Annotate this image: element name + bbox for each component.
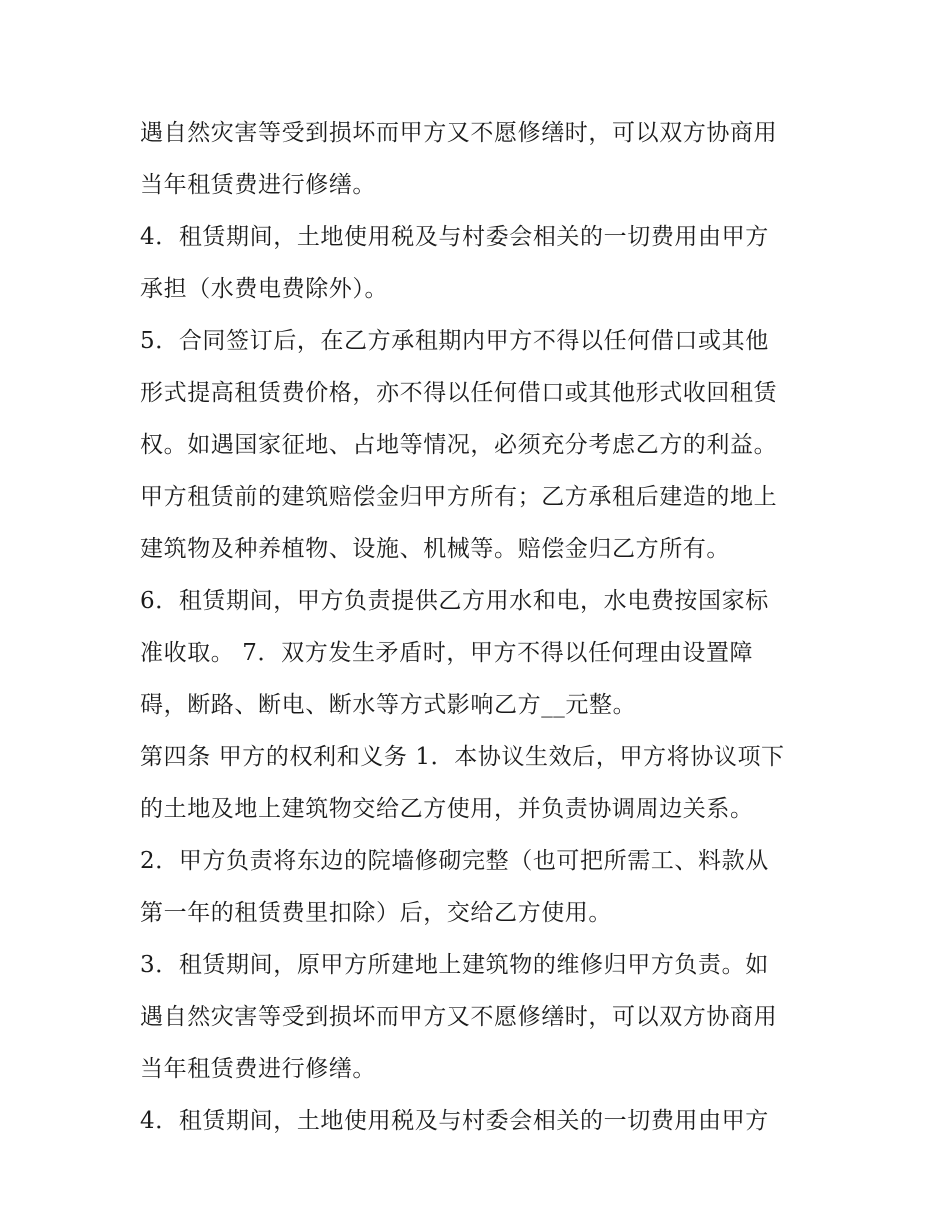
text-line: 的土地及地上建筑物交给乙方使用，并负责协调周边关系。: [140, 796, 754, 822]
document-body: [140, 107, 820, 1147]
text-line: 遇自然灾害等受到损坏而甲方又不愿修缮时，可以双方协商用: [140, 1004, 778, 1030]
text-line: 准收取。 7．双方发生矛盾时，甲方不得以任何理由设置障: [140, 640, 754, 666]
text-line: 承担（水费电费除外）。: [140, 276, 389, 302]
text-line: 甲方租赁前的建筑赔偿金归甲方所有；乙方承租后建造的地上: [140, 484, 778, 510]
text-line: 第一年的租赁费里扣除）后，交给乙方使用。: [140, 900, 612, 926]
text-line: 2．甲方负责将东边的院墙修砌完整（也可把所需工、料款从: [140, 848, 769, 874]
text-line: 建筑物及种养植物、设施、机械等。赔偿金归乙方所有。: [140, 536, 730, 562]
text-line: 3．租赁期间，原甲方所建地上建筑物的维修归甲方负责。如: [140, 952, 769, 978]
text-line: 形式提高租赁费价格，亦不得以任何借口或其他形式收回租赁: [140, 380, 778, 406]
text-line: 权。如遇国家征地、占地等情况，必须充分考虑乙方的利益。: [140, 432, 778, 458]
text-line: 遇自然灾害等受到损坏而甲方又不愿修缮时，可以双方协商用: [140, 120, 778, 146]
text-line: 4．租赁期间，土地使用税及与村委会相关的一切费用由甲方: [140, 224, 769, 250]
text-line: 碍，断路、断电、断水等方式影响乙方__元整。: [140, 692, 637, 718]
text-line: 当年租赁费进行修缮。: [140, 1056, 376, 1082]
text-line: 第四条 甲方的权利和义务 1．本协议生效后，甲方将协议项下: [140, 744, 785, 770]
text-line: 6．租赁期间，甲方负责提供乙方用水和电，水电费按国家标: [140, 588, 769, 614]
text-line: 5．合同签订后，在乙方承租期内甲方不得以任何借口或其他: [140, 328, 769, 354]
text-line: 4．租赁期间，土地使用税及与村委会相关的一切费用由甲方: [140, 1108, 769, 1134]
text-line: 当年租赁费进行修缮。: [140, 172, 376, 198]
